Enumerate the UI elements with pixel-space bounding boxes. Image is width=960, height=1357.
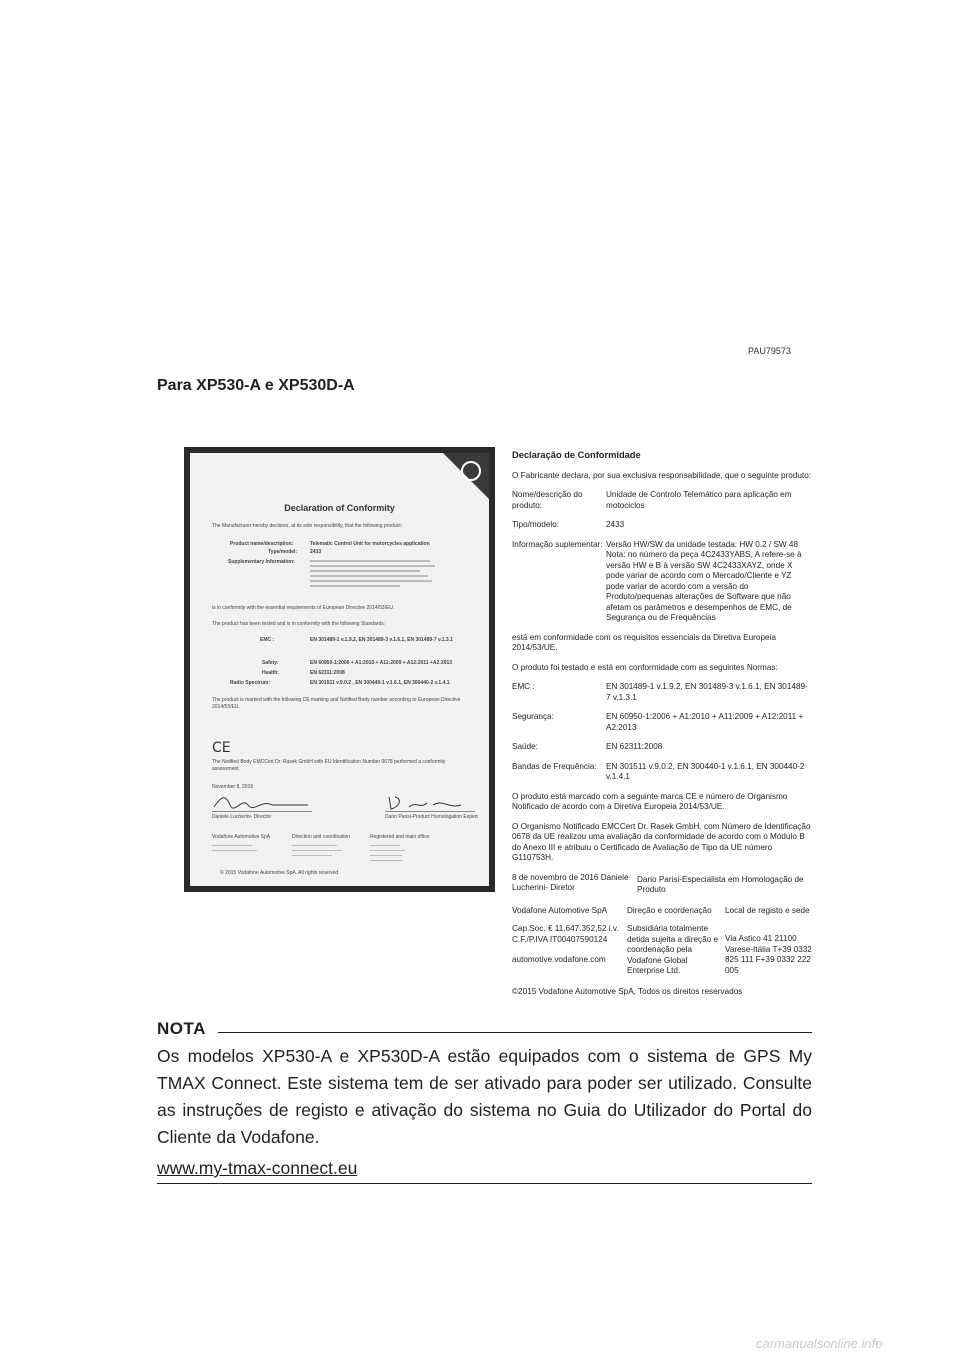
supp-value: Versão HW/SW da unidade testada: HW 0.2 / SW 48 Nota: no número da peça 4C2433YABS, A refere-se à versão HW e B à versão SW 4C2433XAYZ, onde X pode variar de acordo com o Mercado/Cliente e YZ pode variar de acordo com a versão do Produto/pequenas alterações de Software que não afetam os parâmetros e desempenhos de EMC, de Segurança ou de Frequências — [606, 539, 802, 622]
translation-column — [512, 450, 812, 997]
safety-value: EN 60950-1:2006 + A1:2010 + A11:2009 + A12:2011 + A2:2013 — [606, 712, 804, 732]
cert-copyright: © 2015 Vodafone Automotive SpA. All rights reserved — [220, 870, 339, 876]
cert-sig-right: Dario Parisi-Product Homologation Expert — [385, 814, 478, 820]
radio-value: EN 301511 v.9.0.2, EN 300440-1 v.1.6.1, EN 300440-2 v.1.4.1 — [606, 761, 805, 781]
website-text: automotive.vodafone.com — [512, 955, 606, 964]
cert-type-value: 2433 — [310, 549, 322, 555]
cert-emc-value: EN 301489-1 v.1.9.2, EN 301489-3 v.1.6.1, EN 301489-7 v.1.3.1 — [310, 637, 453, 643]
nota-text: Os modelos XP530-A e XP530D-A estão equipados com o sistema de GPS My TMAX Connect. Este sistema tem de ser ativado para poder ser utilizado. Consulte as instruções de registo e ativação do sistema no Guia do Utilizador do Portal do Cliente da Vodafone. — [157, 1046, 812, 1147]
cert-safety-label: Safety: — [262, 660, 279, 666]
certificate-image — [184, 447, 495, 892]
product-value: Unidade de Controlo Telemático para aplicação em motociclos — [606, 490, 792, 510]
translation-copyright: ©2015 Vodafone Automotive SpA, Todos os direitos reservados — [512, 986, 743, 996]
cert-conformity: is in conformity with the essential requirements of European Directive 2014/53/EU. — [212, 605, 395, 611]
vodafone-logo-icon — [461, 461, 481, 481]
signature-right-icon — [385, 793, 465, 813]
document-code: PAU79573 — [748, 346, 791, 356]
cert-product-label: Product name/description: — [230, 541, 294, 547]
subsidiary-text: Subsidiária totalmente detida sujeita a direção e coordenação pela Vodafone Global Enterprise Ltd. — [627, 924, 719, 975]
cert-marked: The product is marked with the following CE marking and Notified Body number according to European Directive 2014/53/EU. — [212, 697, 461, 710]
cert-date: November 8, 2016 — [212, 784, 254, 790]
company-name: Vodafone Automotive SpA — [512, 905, 608, 915]
cert-notified: The Notified Body EMCCert Dr. Rasek GmbH with EU Identification Number 0678 performed a conformity assessment — [212, 759, 446, 772]
translation-intro: O Fabricante declara, por sua exclusiva responsabilidade, que o seguinte produto: — [512, 470, 812, 480]
supp-label: Informação suplementar: — [512, 539, 603, 549]
row-supplementary — [512, 540, 812, 624]
signer-right: Dario Parisi-Especialista em Homologação de Produto — [637, 874, 804, 894]
emc-value: EN 301489-1 v.1.9.2, EN 301489-3 v.1.6.1, EN 301489-7 v.1.3.1 — [606, 682, 808, 702]
certificate-heading: Declaration of Conformity — [284, 503, 395, 513]
type-label: Tipo/modelo: — [512, 520, 560, 529]
signature-left-icon — [212, 793, 312, 813]
footer-col-1 — [512, 924, 627, 977]
cert-health-label: Health: — [262, 670, 279, 676]
safety-label: Segurança: — [512, 712, 554, 721]
emc-label: EMC : — [512, 682, 535, 691]
radio-label: Bandas de Frequência: — [512, 761, 597, 771]
row-radio — [512, 762, 812, 783]
health-value: EN 62311:2008 — [606, 742, 663, 751]
website-link[interactable]: www.my-tmax-connect.eu — [157, 1158, 358, 1178]
health-label: Saúde: — [512, 742, 538, 751]
cert-sig-left: Daniele Lucherini- Director — [212, 814, 272, 820]
row-health — [512, 742, 812, 753]
watermark: carmanualsonline.info — [756, 1336, 883, 1351]
cert-type-label: Type/model: — [268, 549, 298, 555]
cert-emc-label: EMC : — [260, 637, 275, 643]
tested-text: O produto foi testado e está em conformidade com as seguintes Normas: — [512, 662, 778, 672]
date-signer-left: 8 de novembro de 2016 Daniele Lucherini- Diretor — [512, 872, 629, 892]
translation-heading: Declaração de Conformidade — [512, 450, 641, 460]
cert-safety-value: EN 60950-1:2006 + A1:2010 + A11:2009 + A12:2011 +A2:2013 — [310, 660, 453, 666]
cert-footer-direction: Direction and coordination — [292, 834, 351, 840]
cert-footer-company: Vodafone Automotive SpA — [212, 834, 271, 840]
address-text: Via Astico 41 21100 Varese-Itália T+39 0332 825 111 F+39 0332 222 005 — [725, 934, 812, 975]
certificate-intro: The Manufacturer hereby declares, at its sole responsibility, that the following product: — [212, 523, 403, 529]
section-title: Para XP530-A e XP530D-A — [157, 377, 355, 394]
ce-mark-icon: CE — [212, 740, 231, 756]
direction-label: Direção e coordenação — [627, 905, 712, 915]
conformity-text: está em conformidade com os requisitos essenciais da Diretiva Europeia 2014/53/UE. — [512, 632, 776, 652]
cert-radio-value: EN 301511 v.9.0.2 , EN 300440-1 v.1.6.1, EN 300440-2 v.1.4.1 — [310, 680, 450, 686]
nota-label: NOTA — [157, 1019, 206, 1038]
capital-text: Cap.Soc. € 11.647.352,52 i.v. C.F./P.IVA IT00407590124 — [512, 924, 619, 944]
product-label: Nome/descrição do produto: — [512, 490, 583, 510]
cert-product-value: Telematic Control Unit for motorcycles application — [310, 541, 430, 547]
footer-row-1 — [512, 906, 812, 917]
cert-tested: The product has been tested and is in conformity with the following Standards: — [212, 621, 386, 627]
type-value: 2433 — [606, 520, 625, 529]
cert-supp-label: Supplementary Information: — [228, 559, 295, 565]
cert-radio-label: Radio Spectrum: — [230, 680, 271, 686]
row-emc — [512, 682, 812, 703]
cert-footer-office: Registered and main office — [370, 834, 430, 840]
row-product — [512, 490, 812, 511]
nota-divider — [218, 1032, 812, 1033]
footer-row-2 — [512, 924, 812, 977]
row-safety — [512, 712, 812, 733]
office-label: Local de registo e sede — [725, 905, 810, 915]
cert-health-value: EN 62311:2008 — [310, 670, 345, 676]
bottom-divider — [157, 1183, 812, 1184]
row-type — [512, 520, 812, 531]
marked-text: O produto está marcado com a seguinte marca CE e número de Organismo Notificado de acordo com a Diretiva Europeia 2014/53/UE. — [512, 791, 788, 811]
notified-text: O Organismo Notificado EMCCert Dr. Rasek GmbH, com Número de Identificação 0678 da UE realizou uma avaliação da conformidade de acordo com o Módulo B do Anexo III e atribuiu o Certificado de Avaliação de Tipo da UE número G110753H. — [512, 821, 811, 862]
signers-row — [512, 873, 812, 896]
